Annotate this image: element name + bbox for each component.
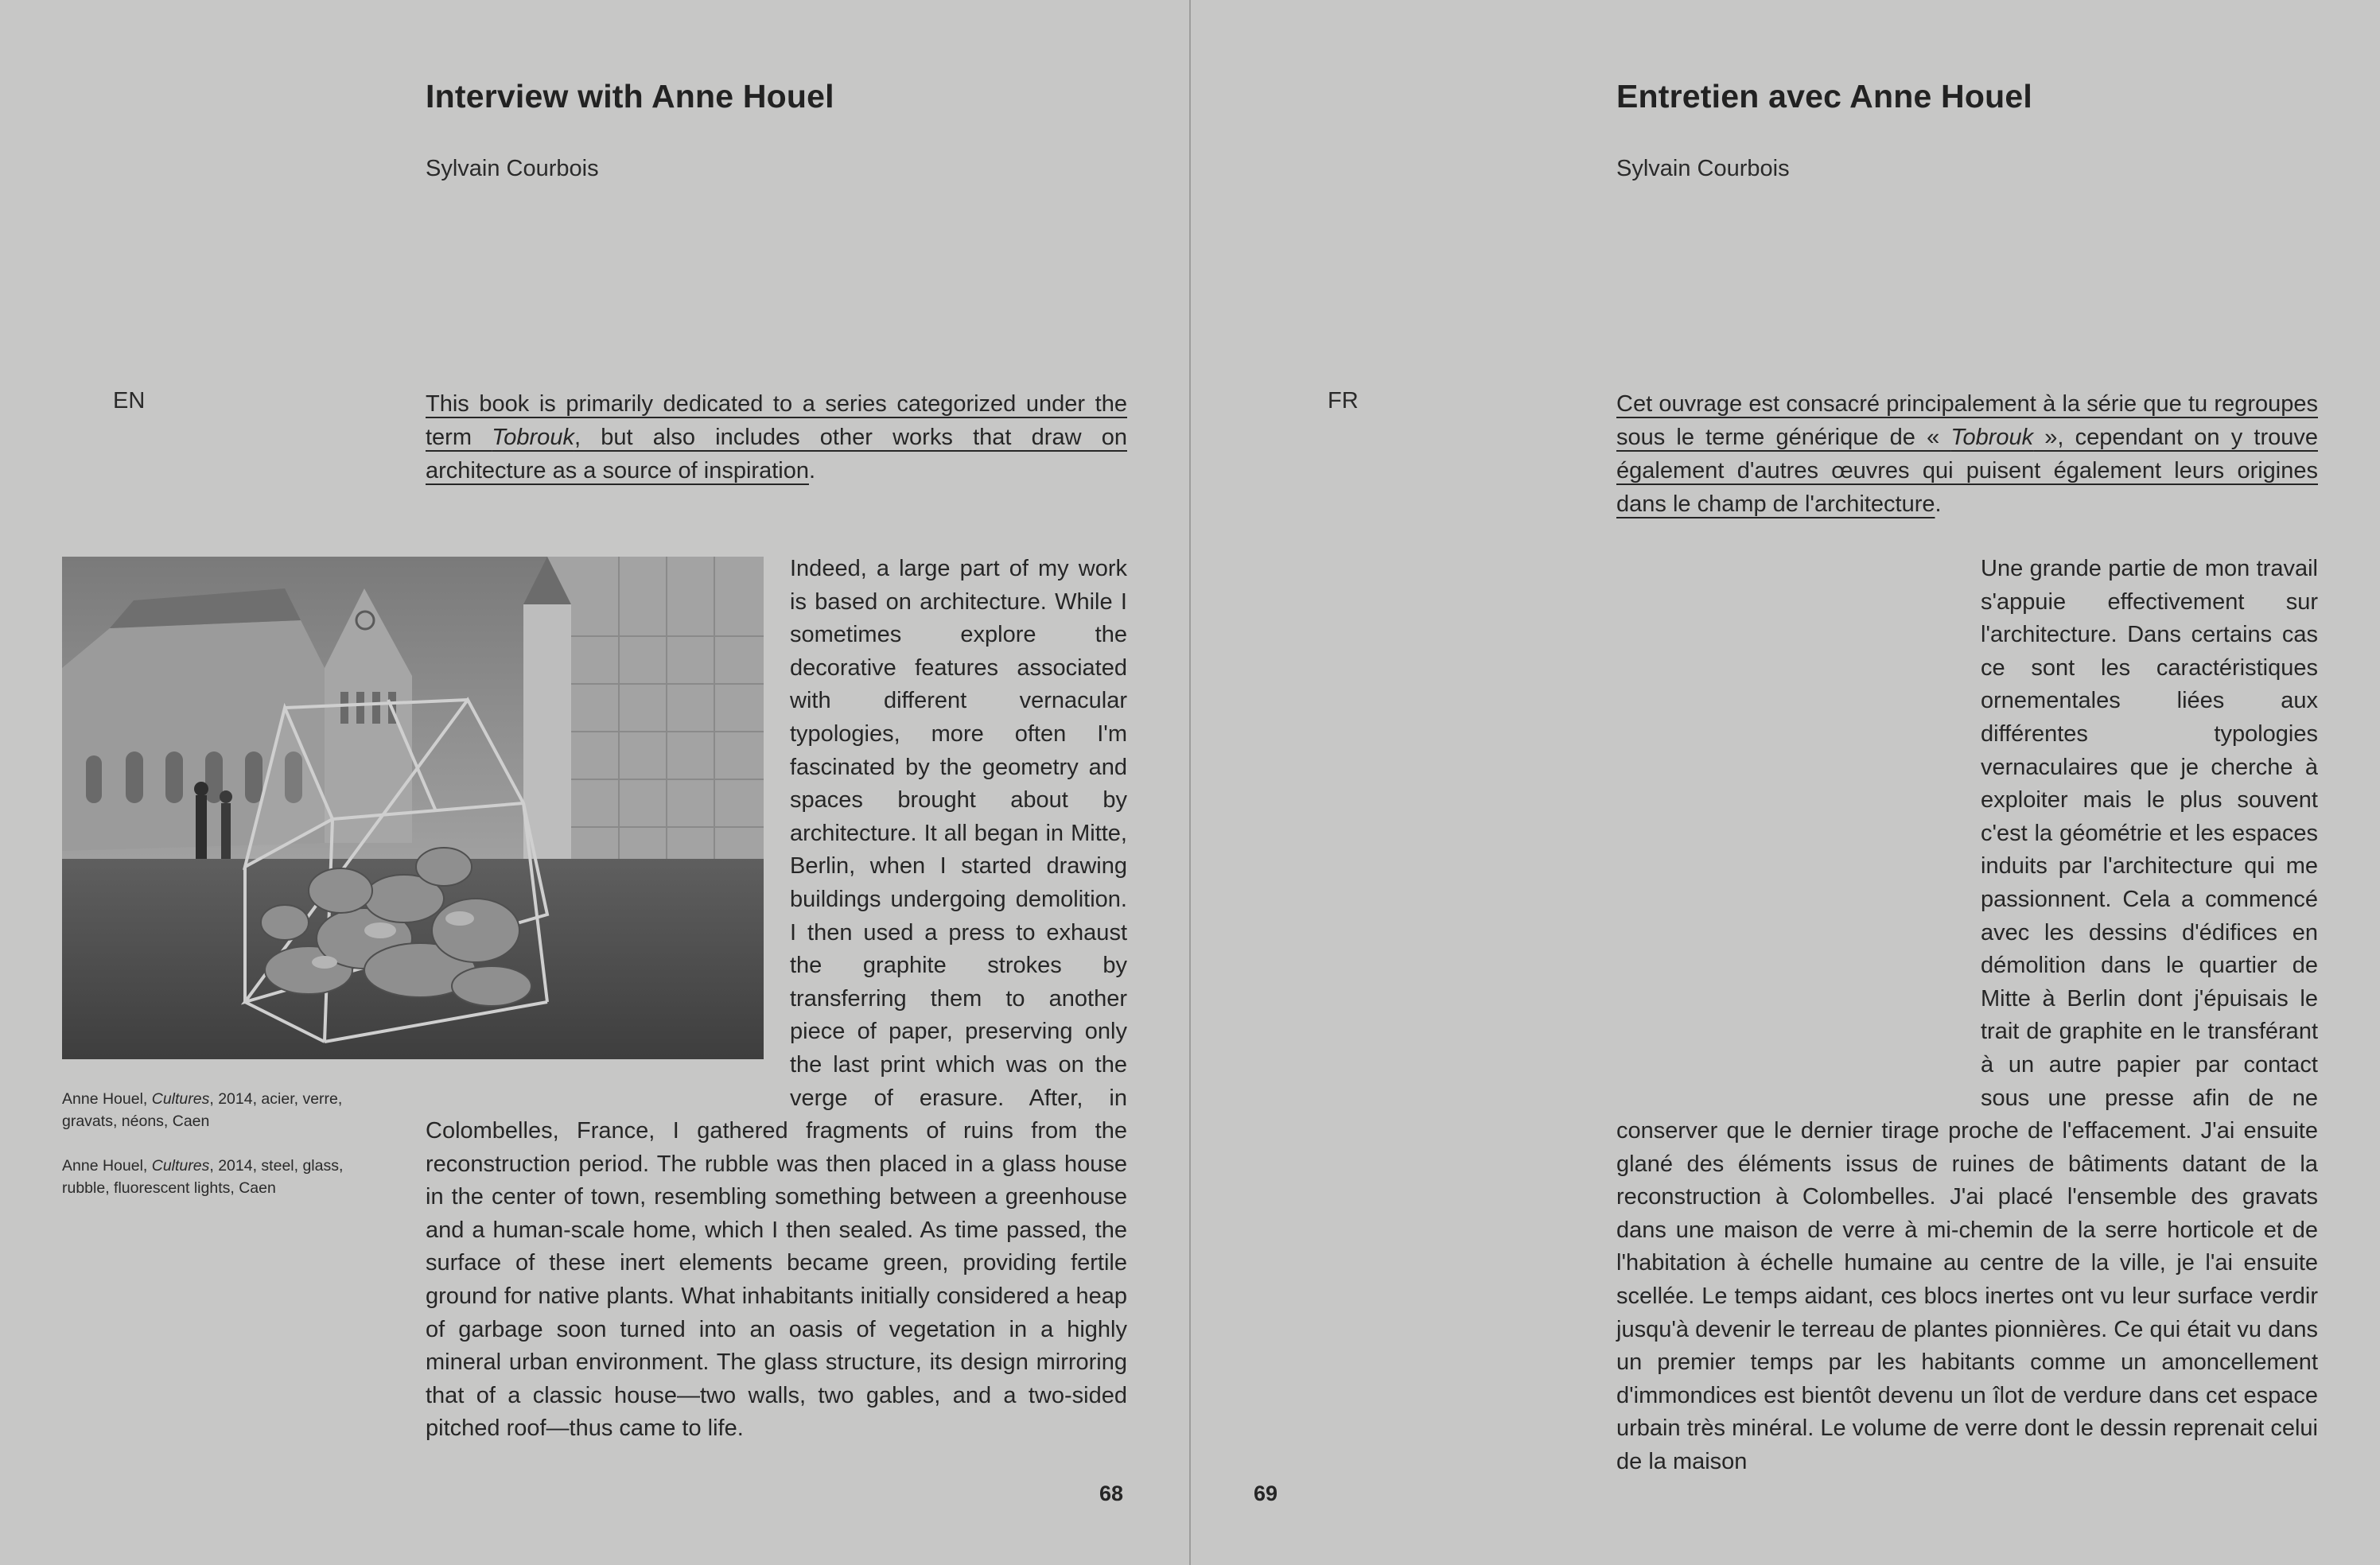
body-text [1616, 553, 2318, 1479]
image-wrap-space [426, 553, 790, 1082]
right-page [1190, 0, 2380, 1565]
lead-paragraph: This book is primarily dedicated to a series categorized under the term Tobrouk, but also includes other works that draw on architecture as a source of inspiration. [426, 391, 1127, 483]
author-name: Sylvain Courbois [1616, 156, 1790, 181]
author-name: Sylvain Courbois [426, 156, 599, 181]
body-paragraph: Une grande partie de mon travail s'appuie effectivement sur l'architecture. Dans certains cas ce sont les caractéristiques ornementales liées aux différentes typologies vernaculaires que je cherche à exploiter mais le plus souvent c'est la géométrie et les espaces induits par l'architecture qui me passionnent. Cela a commencé avec les dessins d'édifices en démolition dans le quartier de Mitte à Berlin dont j'épuisais le trait de graphite en le transférant à un autre papier par contact sous une presse afin de ne conserver que le dernier tirage proche de l'effacement. J'ai ensuite glané des éléments issus de ruines de bâtiments datant de la reconstruction à Colombelles. J'ai placé l'ensemble des gravats dans une maison de verre à mi-chemin de la serre horticole et de l'habitation à échelle humaine au centre de la ville, je l'ai ensuite scellée. Le temps aidant, ces blocs inertes ont vu leur surface verdir jusqu'à devenir le terreau de plantes pionnières. Ce qui était vu dans un premier temps par les habitants comme un amoncellement d'immondices est bientôt devenu un îlot de verdure dans cet espace urbain très minéral. Le volume de verre dont le dessin reprenait celui de la maison [1616, 556, 2318, 1475]
language-label: FR [1328, 388, 1359, 414]
page-number: 69 [1254, 1482, 1278, 1505]
body-text [426, 553, 1127, 1446]
caption-en: Anne Houel, Cultures, 2014, steel, glass, rubble, fluorescent lights, Caen [62, 1157, 344, 1197]
caption-fr: Anne Houel, Cultures, 2014, acier, verre, gravats, néons, Caen [62, 1090, 343, 1130]
body-paragraph: Indeed, a large part of my work is based on architecture. While I sometimes explore the decorative features associated with different vernacular typologies, more often I'm fascinated by the geometry and spaces brought about by architecture. It all began in Mitte, Berlin, when I started drawing buildings undergoing demolition. I then used a press to exhaust the graphite strokes by transferring them to another piece of paper, preserving only the last print which was on the verge of erasure. After, in Colombelles, France, I gathered fragments of ruins from the reconstruction period. The rubble was then placed in a glass house in the center of town, resembling something between a greenhouse and a human-scale home, which I then sealed. As time passed, the surface of these inert elements became green, providing fertile ground for native plants. What inhabitants initially considered a heap of garbage soon turned into an oasis of vegetation in a highly mineral urban environment. The glass structure, its design mirroring that of a classic house—two walls, two gables, and a two-sided pitched roof—thus came to life. [426, 556, 1127, 1442]
lead-paragraph: Cet ouvrage est consacré principalement à la série que tu regroupes sous le terme générique de « Tobrouk », cependant on y trouve également d'autres œuvres qui puisent également leurs origines dans le champ de l'architecture. [1616, 391, 2318, 517]
page-title: Entretien avec Anne Houel [1616, 78, 2032, 115]
page-title: Interview with Anne Houel [426, 78, 834, 115]
page-number: 68 [1099, 1482, 1124, 1505]
language-label: EN [113, 388, 146, 414]
indent-space [1616, 553, 1981, 1082]
